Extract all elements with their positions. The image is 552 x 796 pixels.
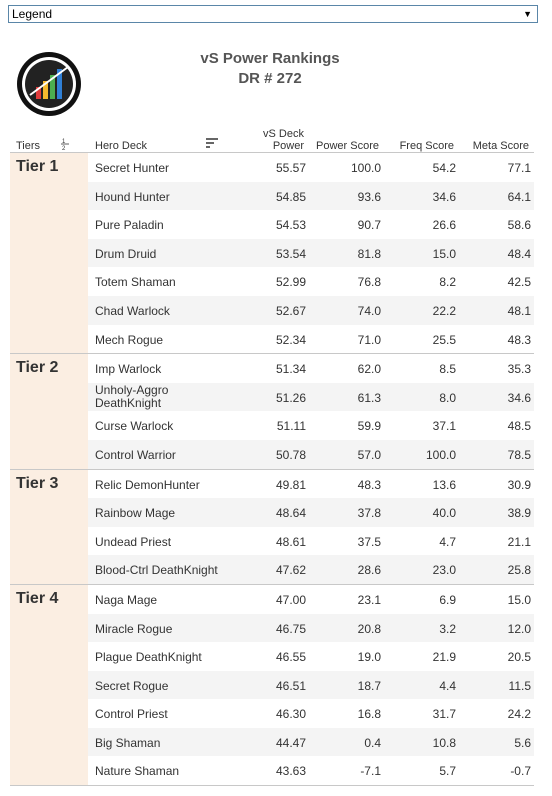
hero-deck-cell: Undead Priest [95, 534, 172, 549]
meta-score-cell: 78.5 [507, 447, 531, 462]
tier-label: Tier 1 [16, 158, 59, 175]
meta-score-cell: 35.3 [507, 362, 531, 377]
hero-deck-cell: Imp Warlock [95, 362, 162, 377]
freq-score-cell: 13.6 [432, 477, 456, 492]
freq-score-cell: 8.2 [439, 275, 456, 290]
freq-score-cell: 4.4 [439, 678, 456, 693]
freq-score-cell: 10.8 [432, 735, 456, 750]
meta-score-cell: 48.3 [507, 332, 531, 347]
power-score-cell: 59.9 [357, 419, 381, 434]
header-vs-deck-power[interactable] [263, 128, 304, 152]
hero-deck-cell: Blood-Ctrl DeathKnight [95, 563, 218, 578]
header-tiers[interactable]: Tiers [16, 140, 41, 152]
table-row[interactable] [88, 671, 534, 700]
power-score-cell: 74.0 [357, 303, 381, 318]
meta-score-cell: 77.1 [507, 161, 531, 175]
header-vs-deck-power-line2: Power [272, 140, 304, 152]
meta-score-cell: 38.9 [507, 506, 531, 521]
tier-group [10, 584, 534, 785]
hero-deck-cell: Secret Hunter [95, 161, 170, 175]
vs-deck-power-cell: 52.34 [275, 332, 306, 347]
data-reaper-logo [16, 51, 82, 117]
vs-deck-power-cell: 52.99 [275, 275, 306, 290]
hero-deck-cell: Totem Shaman [95, 275, 176, 290]
hero-deck-cell: Control Warrior [95, 447, 176, 462]
power-score-cell: 20.8 [357, 621, 381, 636]
freq-score-cell: 100.0 [425, 447, 456, 462]
freq-score-cell: 8.0 [439, 390, 456, 405]
tier-group [10, 152, 534, 353]
meta-score-cell: 5.6 [514, 735, 531, 750]
power-score-cell: 90.7 [357, 218, 381, 233]
vs-deck-power-cell: 54.85 [275, 189, 306, 204]
tier-label: Tier 3 [16, 474, 59, 492]
table-row[interactable] [88, 440, 534, 469]
vs-deck-power-cell: 49.81 [275, 477, 306, 492]
table-row[interactable] [88, 325, 534, 354]
power-score-cell: 81.8 [357, 246, 381, 261]
vs-deck-power-cell: 47.00 [275, 592, 306, 607]
hero-deck-cell: Secret Rogue [95, 678, 169, 693]
meta-score-cell: 24.2 [507, 707, 531, 722]
power-score-cell: 57.0 [357, 447, 381, 462]
vs-deck-power-cell: 44.47 [275, 735, 306, 750]
freq-score-cell: 8.5 [439, 362, 456, 377]
meta-score-cell: 20.5 [507, 650, 531, 665]
power-score-cell: 61.3 [357, 390, 381, 405]
table-row[interactable] [88, 182, 534, 211]
report-number: DR # 272 [238, 70, 302, 87]
hero-deck-cell: Naga Mage [95, 592, 158, 607]
freq-score-cell: 54.2 [432, 161, 456, 175]
hero-deck-cell: Rainbow Mage [95, 506, 176, 521]
table-row[interactable] [88, 498, 534, 527]
meta-score-cell: 64.1 [507, 189, 531, 204]
power-score-cell: 48.3 [357, 477, 381, 492]
freq-score-cell: 25.5 [432, 332, 456, 347]
power-score-cell: 28.6 [357, 563, 381, 578]
table-row[interactable] [88, 756, 534, 785]
freq-score-cell: 37.1 [432, 419, 456, 434]
chevron-down-icon: ▼ [523, 9, 532, 19]
header-meta-score[interactable]: Meta Score [472, 140, 529, 152]
hero-deck-cell: Chad Warlock [95, 303, 170, 318]
table-row[interactable] [88, 699, 534, 728]
power-score-cell: 37.5 [357, 534, 381, 549]
freq-score-cell: 26.6 [432, 218, 456, 233]
freq-score-cell: 31.7 [432, 707, 456, 722]
svg-text:1: 1 [62, 139, 66, 145]
hero-deck-line: DeathKnight [95, 395, 162, 410]
meta-score-cell: -0.7 [510, 764, 531, 779]
hero-deck-cell: Control Priest [95, 707, 168, 722]
vs-deck-power-cell: 51.34 [275, 362, 306, 377]
meta-score-cell: 48.4 [507, 246, 531, 261]
vs-deck-power-cell: 53.54 [275, 246, 306, 261]
table-row[interactable] [88, 383, 534, 412]
sort-icon[interactable] [60, 137, 70, 151]
legend-dropdown-label: Legend [12, 7, 53, 21]
tier-label-cell [10, 470, 88, 584]
legend-dropdown[interactable] [8, 5, 538, 23]
hero-deck-cell: Nature Shaman [95, 764, 180, 779]
table-row[interactable] [88, 555, 534, 584]
hero-deck-cell: Pure Paladin [95, 218, 164, 233]
hero-deck-cell: Hound Hunter [95, 189, 170, 204]
vs-deck-power-cell: 46.51 [275, 678, 306, 693]
meta-score-cell: 34.6 [507, 390, 531, 405]
tier-group [10, 469, 534, 584]
hero-deck-line: Unholy-Aggro [95, 382, 169, 397]
svg-text:2: 2 [62, 146, 66, 151]
vs-deck-power-cell: 48.64 [275, 506, 306, 521]
header-vs-deck-power-line1: vS Deck [263, 128, 304, 140]
table-header [0, 128, 552, 152]
table-row[interactable] [88, 411, 534, 440]
hero-deck-cell: Plague DeathKnight [95, 650, 202, 665]
meta-score-cell: 48.5 [507, 419, 531, 434]
power-score-cell: 62.0 [357, 362, 381, 377]
vs-deck-power-cell: 55.57 [275, 161, 306, 175]
vs-deck-power-cell: 50.78 [275, 447, 306, 462]
table-row[interactable] [88, 210, 534, 239]
power-score-cell: 18.7 [357, 678, 381, 693]
table-row[interactable] [88, 296, 534, 325]
hero-deck-cell: Drum Druid [95, 246, 157, 261]
freq-score-cell: 4.7 [439, 534, 456, 549]
table-row[interactable] [88, 239, 534, 268]
vs-deck-power-cell: 54.53 [275, 218, 306, 233]
meta-score-cell: 21.1 [507, 534, 531, 549]
report-title-block [80, 49, 460, 89]
vs-deck-power-cell: 46.75 [275, 621, 306, 636]
hero-deck-cell: Relic DemonHunter [95, 477, 200, 492]
power-score-cell: 19.0 [357, 650, 381, 665]
freq-score-cell: 40.0 [432, 506, 456, 521]
table-row[interactable] [88, 585, 534, 614]
meta-score-cell: 15.0 [507, 592, 531, 607]
freq-score-cell: 5.7 [439, 764, 456, 779]
meta-score-cell: 42.5 [507, 275, 531, 290]
power-score-cell: 37.8 [357, 506, 381, 521]
power-score-cell: 76.8 [357, 275, 381, 290]
hero-deck-cell: Mech Rogue [95, 332, 164, 347]
rankings-table [10, 152, 534, 786]
table-row[interactable] [88, 354, 534, 383]
freq-score-cell: 23.0 [432, 563, 456, 578]
freq-score-cell: 15.0 [432, 246, 456, 261]
header-power-score[interactable]: Power Score [316, 140, 379, 152]
tier-label: Tier 2 [16, 359, 59, 377]
header-freq-score[interactable]: Freq Score [399, 140, 454, 152]
tier-label-cell [10, 354, 88, 468]
vs-deck-power-cell: 48.61 [275, 534, 306, 549]
table-row[interactable] [88, 642, 534, 671]
vs-deck-power-cell: 51.11 [276, 419, 306, 434]
power-score-cell: 71.0 [357, 332, 381, 347]
table-bottom-border [10, 785, 534, 786]
freq-score-cell: 6.9 [439, 592, 456, 607]
power-score-cell: 100.0 [350, 161, 381, 175]
page-title: vS Power Rankings [200, 50, 340, 67]
table-row[interactable] [88, 153, 534, 182]
vs-deck-power-cell: 43.63 [275, 764, 306, 779]
meta-score-cell: 30.9 [507, 477, 531, 492]
hero-deck-cell: Big Shaman [95, 735, 161, 750]
meta-score-cell: 58.6 [507, 218, 531, 233]
table-row[interactable] [88, 527, 534, 556]
power-score-cell: 93.6 [357, 189, 381, 204]
vs-deck-power-cell: 51.26 [275, 390, 306, 405]
vs-deck-power-cell: 47.62 [275, 563, 306, 578]
table-row[interactable] [88, 267, 534, 296]
freq-score-cell: 3.2 [439, 621, 456, 636]
power-score-cell: 23.1 [357, 592, 381, 607]
power-score-cell: 16.8 [357, 707, 381, 722]
hero-deck-cell: Miracle Rogue [95, 621, 173, 636]
meta-score-cell: 48.1 [507, 303, 531, 318]
vs-deck-power-cell: 52.67 [275, 303, 306, 318]
header-hero-deck[interactable]: Hero Deck [95, 140, 147, 152]
table-row[interactable] [88, 728, 534, 757]
tier-label-cell [10, 153, 88, 353]
table-row[interactable] [88, 614, 534, 643]
sort-descending-icon[interactable] [206, 138, 218, 148]
vs-deck-power-cell: 46.30 [275, 707, 306, 722]
tier-label: Tier 4 [16, 589, 59, 607]
tier-group [10, 353, 534, 468]
vs-deck-power-cell: 46.55 [275, 650, 306, 665]
freq-score-cell: 34.6 [432, 189, 456, 204]
hero-deck-cell [95, 384, 168, 410]
tier-label-cell [10, 585, 88, 785]
meta-score-cell: 12.0 [507, 621, 531, 636]
power-score-cell: 0.4 [364, 735, 381, 750]
freq-score-cell: 22.2 [432, 303, 456, 318]
meta-score-cell: 11.5 [508, 678, 531, 693]
hero-deck-cell: Curse Warlock [95, 419, 174, 434]
meta-score-cell: 25.8 [507, 563, 531, 578]
table-row[interactable] [88, 470, 534, 499]
power-score-cell: -7.1 [360, 764, 381, 779]
freq-score-cell: 21.9 [432, 650, 456, 665]
